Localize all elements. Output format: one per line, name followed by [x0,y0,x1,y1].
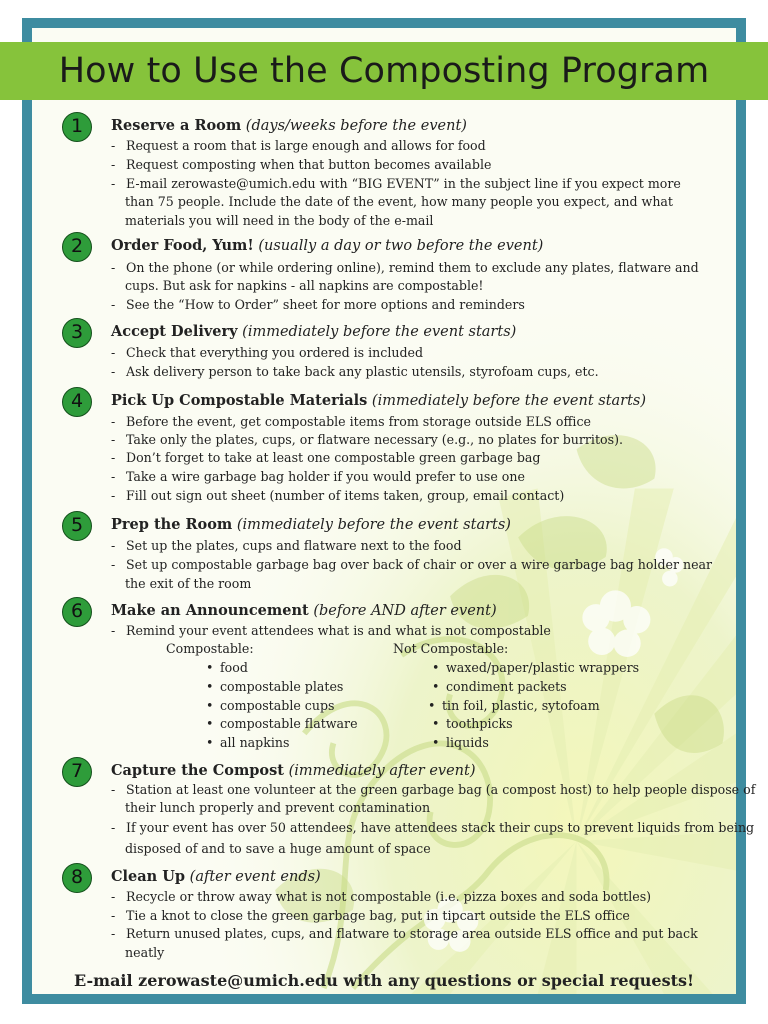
compostable-item: • all napkins [206,735,289,750]
bullet-text: Check that everything you ordered is included [126,345,424,360]
step-number-8: 8 [62,863,92,893]
step-title: Prep the Room [111,516,233,533]
bullet-dash: - [111,623,116,638]
step-bullet [111,468,525,486]
bullet-continuation: materials you will need in the body of the e-mail [125,213,434,228]
step-number-7: 7 [62,757,92,787]
step-heading [111,392,646,409]
step-heading [111,117,467,134]
compostable-item: • compostable flatware [206,716,358,731]
step-number-1: 1 [62,112,92,142]
step-bullet [111,556,712,574]
bullet-dash: - [111,488,116,503]
step-bullet [111,888,651,906]
step-bullet [111,363,599,381]
step-bullet [111,781,755,799]
bullet-dash: - [111,260,116,275]
step-timing: (immediately after event) [288,763,476,779]
step-heading [111,237,543,254]
bullet-dash: - [111,469,116,484]
bullet-dash: - [111,889,116,904]
bullet-text: If your event has over 50 attendees, have attendees stack their cups to prevent liquids from being [126,820,755,835]
step-title: Accept Delivery [111,323,238,340]
step-timing: (before AND after event) [313,603,497,619]
step-number-2: 2 [62,232,92,262]
not-compostable-item: • condiment packets [432,679,567,694]
step-title: Clean Up [111,868,186,885]
step-bullet [111,925,698,943]
bullet-text: Remind your event attendees what is and what is not compostable [126,623,551,638]
bullet-continuation: than 75 people. Include the date of the event, how many people you expect, and what [125,194,673,209]
bullet-continuation: neatly [125,945,165,960]
bullet-dash: - [111,782,116,797]
bullet-text: Request a room that is large enough and allows for food [126,138,486,153]
step-title: Capture the Compost [111,762,284,779]
bullet-dash: - [111,364,116,379]
step-bullet [111,344,423,362]
bullet-dash: - [111,450,116,465]
step-bullet [111,537,462,555]
compostable-item: • compostable cups [206,698,335,713]
step-number-5: 5 [62,511,92,541]
bullet-dash: - [111,538,116,553]
bullet-text: Don’t forget to take at least one compostable green garbage bag [126,450,541,465]
step-bullet [111,487,564,505]
not-compostable-item: • tin foil, plastic, sytofoam [428,698,600,713]
bullet-dash: - [111,345,116,360]
step-heading [111,868,321,885]
compostable-label: Compostable: [166,641,254,656]
compostable-item: • compostable plates [206,679,343,694]
step-timing: (usually a day or two before the event) [258,238,544,254]
not-compostable-item: • waxed/paper/plastic wrappers [432,660,639,675]
step-bullet [111,156,491,174]
not-compostable-label: Not Compostable: [393,641,509,656]
bullet-text: See the “How to Order” sheet for more options and reminders [126,297,525,312]
bullet-continuation: cups. But ask for napkins - all napkins are compostable! [125,278,484,293]
step-number-3: 3 [62,318,92,348]
step-bullet [111,907,630,925]
bullet-text: On the phone (or while ordering online), remind them to exclude any plates, flatware and [126,260,699,275]
bullet-text: Recycle or throw away what is not compostable (i.e. pizza boxes and soda bottles) [126,889,652,904]
step-heading [111,602,497,619]
bullet-dash: - [111,138,116,153]
bullet-dash: - [111,414,116,429]
step-bullet [111,622,551,640]
bullet-continuation: the exit of the room [125,576,252,591]
step-heading [111,323,516,340]
step-title: Reserve a Room [111,117,242,134]
compostable-item: • food [206,660,248,675]
bullet-text: Take a wire garbage bag holder if you would prefer to use one [126,469,525,484]
step-title: Pick Up Compostable Materials [111,392,368,409]
bullet-dash: - [111,926,116,941]
bullet-continuation: their lunch properly and prevent contamination [125,800,431,815]
step-heading [111,516,511,533]
bullet-dash: - [111,557,116,572]
bullet-text: Request composting when that button becomes available [126,157,492,172]
bullet-dash: - [111,176,116,191]
step-timing: (after event ends) [189,869,321,885]
bullet-text: Set up the plates, cups and flatware next to the food [126,538,462,553]
step-bullet [111,819,754,837]
page-title: How to Use the Composting Program [58,51,710,91]
bullet-text: Station at least one volunteer at the green garbage bag (a compost host) to help people dispose of [126,782,756,797]
step-bullet [111,449,540,467]
step-bullet [111,413,591,431]
bullet-dash: - [111,157,116,172]
bullet-text: Fill out sign out sheet (number of items taken, group, email contact) [126,488,565,503]
step-bullet [111,431,623,449]
step-bullet [111,259,699,277]
not-compostable-item: • liquids [432,735,489,750]
step-bullet [111,296,525,314]
bullet-text: E-mail zerowaste@umich.edu with “BIG EVENT” in the subject line if you expect more [126,176,681,191]
step-number-4: 4 [62,387,92,417]
bullet-text: Set up compostable garbage bag over back of chair or over a wire garbage bag holder near [126,557,713,572]
bullet-dash: - [111,820,116,835]
step-timing: (immediately before the event starts) [242,324,517,340]
step-heading [111,762,476,779]
step-timing: (days/weeks before the event) [245,118,467,134]
bullet-dash: - [111,432,116,447]
bullet-text: Tie a knot to close the green garbage bag, put in tipcart outside the ELS office [126,908,630,923]
bullet-text: Ask delivery person to take back any plastic utensils, styrofoam cups, etc. [126,364,599,379]
step-title: Make an Announcement [111,602,309,619]
bullet-dash: - [111,297,116,312]
bullet-continuation: disposed of and to save a huge amount of space [125,841,431,856]
bullet-text: Before the event, get compostable items from storage outside ELS office [126,414,591,429]
not-compostable-item: • toothpicks [432,716,513,731]
step-bullet [111,137,486,155]
bullet-text: Return unused plates, cups, and flatware to storage area outside ELS office and put back [126,926,698,941]
bullet-text: Take only the plates, cups, or flatware necessary (e.g., no plates for burritos). [126,432,623,447]
bullet-dash: - [111,908,116,923]
step-timing: (immediately before the event starts) [371,393,647,409]
footer-contact: E-mail zerowaste@umich.edu with any questions or special requests! [74,971,694,990]
step-title: Order Food, Yum! [111,237,254,254]
step-timing: (immediately before the event starts) [236,517,511,533]
step-number-6: 6 [62,597,92,627]
step-bullet [111,175,681,193]
